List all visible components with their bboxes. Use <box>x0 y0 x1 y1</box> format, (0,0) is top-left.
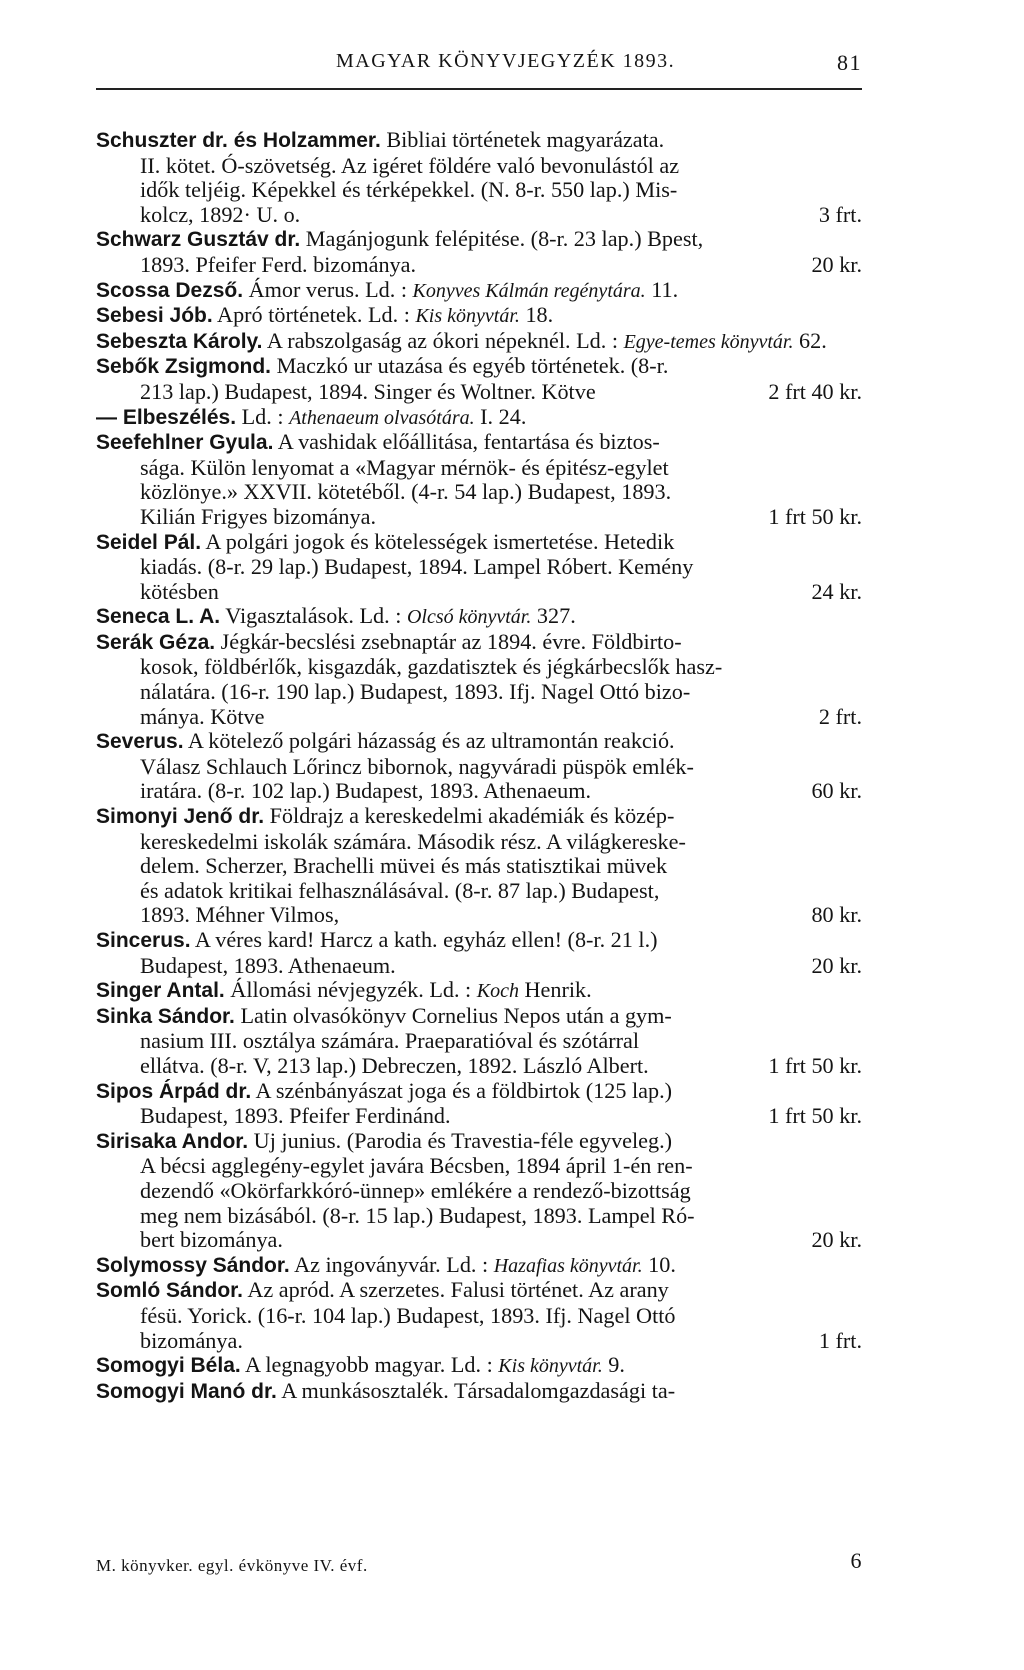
entry-line <box>96 154 862 179</box>
entry-line <box>96 329 862 355</box>
entry-price: 80 kr. <box>811 902 862 928</box>
entry-line <box>96 854 862 879</box>
entry-text: kolcz, 1892· U. o. <box>140 201 301 227</box>
entry-text: A legnagyobb magyar. Ld. : <box>245 1352 493 1378</box>
entry-author: Seidel Pál. <box>96 530 202 554</box>
entry-line <box>96 1228 862 1253</box>
catalogue-entry <box>96 1129 862 1253</box>
entry-text: 213 lap.) Budapest, 1894. Singer és Woltner. Kötve <box>140 378 596 404</box>
entry-price: 2 frt 40 kr. <box>768 378 862 404</box>
entry-line <box>96 380 862 405</box>
entry-text: meg nem bizásából. (8-r. 15 lap.) Budapest, 1893. Lampel Ró- <box>140 1202 695 1228</box>
entry-text: kiadás. (8-r. 29 lap.) Budapest, 1894. Lampel Róbert. Kemény <box>140 554 694 580</box>
entry-line <box>96 1353 862 1379</box>
entry-line <box>96 928 862 954</box>
catalogue-entry <box>96 604 862 630</box>
entry-author: Severus. <box>96 730 184 754</box>
entry-line <box>96 1129 862 1155</box>
entry-text: Állomási névjegyzék. Ld. : <box>230 977 472 1003</box>
catalogue-entry <box>96 278 862 304</box>
entry-author: Seefehlner Gyula. <box>96 431 274 455</box>
catalogue-entry <box>96 1278 862 1353</box>
entry-text: A véres kard! Harcz a kath. egyház ellen! (8-r. 21 l.) <box>194 927 658 952</box>
entry-line <box>96 253 862 278</box>
series-title: Hazafias könyvtár. <box>493 1254 643 1277</box>
entry-line <box>96 580 862 605</box>
entry-line <box>96 456 862 481</box>
entry-line <box>96 278 862 304</box>
entry-line <box>96 1079 862 1105</box>
entry-text: Budapest, 1893. Pfeifer Ferdinánd. <box>140 1103 451 1129</box>
catalogue-entry <box>96 1353 862 1379</box>
entry-line <box>96 1179 862 1204</box>
entry-line <box>96 303 862 329</box>
entry-price: 3 frt. <box>818 201 862 227</box>
entry-text: Magánjogunk felépitése. (8-r. 23 lap.) Bpest, <box>305 226 704 252</box>
entry-author: Sincerus. <box>96 929 191 952</box>
entry-line <box>96 227 862 253</box>
page-number: 81 <box>837 50 862 75</box>
entry-text: és adatok kritikai felhasználásával. (8-r. 87 lap.) Budapest, <box>140 877 660 903</box>
series-title: Egye-temes könyvtár. <box>623 330 794 353</box>
entry-line <box>96 978 862 1004</box>
entry-text: delem. Scherzer, Brachelli müvei és más statisztikai müvek <box>140 853 668 879</box>
catalogue-entry <box>96 1253 862 1279</box>
series-number: 327. <box>536 603 576 629</box>
series-number: 9. <box>608 1352 625 1378</box>
entry-text: Földrajz a kereskedelmi akadémiák és közép- <box>269 803 675 829</box>
entry-author: Serák Géza. <box>96 630 216 654</box>
entry-author: Solymossy Sándor. <box>96 1253 290 1277</box>
catalogue-entry <box>96 227 862 277</box>
entry-text: Latin olvasókönyv Cornelius Nepos után a gym- <box>240 1002 672 1028</box>
header-rule <box>96 88 862 90</box>
series-title: Konyves Kálmán regénytára. <box>412 279 646 302</box>
entry-text: iratára. (8-r. 102 lap.) Budapest, 1893. Athenaeum. <box>140 778 592 804</box>
header-title: MAGYAR KÖNYVJEGYZÉK 1893. <box>336 50 676 72</box>
catalogue-entry <box>96 354 862 404</box>
catalogue-entry <box>96 329 862 355</box>
entry-author: Sirisaka Andor. <box>96 1129 249 1153</box>
entry-line <box>96 630 862 656</box>
entry-line <box>96 1104 862 1129</box>
entry-text: Uj junius. (Parodia és Travestia-féle egyveleg.) <box>253 1127 673 1153</box>
series-title: Kis könyvtár. <box>415 305 520 328</box>
catalogue-entry <box>96 1379 862 1405</box>
entry-text: Apró történetek. Ld. : <box>217 302 410 328</box>
series-title: Kis könyvtár. <box>498 1355 603 1378</box>
catalogue-entry <box>96 729 862 804</box>
catalogue-entry <box>96 928 862 978</box>
entry-line <box>96 705 862 730</box>
entry-price: 20 kr. <box>811 251 862 277</box>
entry-text: sága. Külön lenyomat a «Magyar mérnök- és épitész-egylet <box>140 454 669 480</box>
series-number: 18. <box>525 302 554 328</box>
entry-price: 24 kr. <box>811 578 862 604</box>
catalogue-entry <box>96 630 862 729</box>
entry-line <box>96 1204 862 1229</box>
entry-price: 60 kr. <box>811 778 862 804</box>
entry-text: A vashidak előállitása, fentartása és biztos- <box>277 429 660 455</box>
entry-line <box>96 954 862 979</box>
series-number: I. 24. <box>480 403 527 429</box>
entry-text: ellátva. (8-r. V, 213 lap.) Debreczen, 1892. László Albert. <box>140 1052 649 1078</box>
series-number: 10. <box>648 1251 676 1277</box>
entry-line <box>96 830 862 855</box>
entry-author: Sebeszta Károly. <box>96 329 263 353</box>
entry-line <box>96 655 862 680</box>
entry-author: Sebesi Jób. <box>96 304 213 328</box>
catalogue-entry <box>96 978 862 1004</box>
entry-author: Sebők Zsigmond. <box>96 355 272 379</box>
entry-author: Somló Sándor. <box>96 1279 244 1303</box>
entry-text: Ámor verus. Ld. : <box>248 276 407 302</box>
entry-text: Jégkár-becslési zsebnaptár az 1894. évre. Földbirto- <box>220 628 682 654</box>
entry-text: Vigasztalások. Ld. : <box>225 603 402 629</box>
entry-line <box>96 1278 862 1304</box>
series-title: Olcsó könyvtár. <box>406 606 532 629</box>
entry-text: Kilián Frigyes bizománya. <box>140 503 377 529</box>
entry-text: kosok, földbérlők, kisgazdák, gazdatisztek és jégkárbecslők hasz- <box>140 654 723 680</box>
entry-text: idők teljéig. Képekkel és térképekkel. (N. 8-r. 550 lap.) Mis- <box>140 177 678 203</box>
entry-line <box>96 879 862 904</box>
entry-text: Az ingoványvár. Ld. : <box>294 1251 489 1277</box>
entry-text: A bécsi agglegény-egylet javára Bécsben, 1894 ápril 1-én ren- <box>140 1153 693 1179</box>
entry-line <box>96 203 862 228</box>
entry-text: 1893. Pfeifer Ferd. bizománya. <box>140 251 417 277</box>
entry-line <box>96 354 862 380</box>
signature-mark: 6 <box>850 1548 862 1573</box>
entry-line <box>96 1304 862 1329</box>
entry-text: Bibliai történetek magyarázata. <box>386 127 665 152</box>
entry-text: Válasz Schlauch Lőrincz bibornok, nagyváradi püspök emlék- <box>140 753 694 779</box>
entry-text: A kötelező polgári házasság és az ultramontán reakció. <box>187 728 675 754</box>
catalogue-entry <box>96 405 862 431</box>
catalogue-entry <box>96 128 862 227</box>
entry-line <box>96 903 862 928</box>
entry-text: II. kötet. Ó-szövetség. Az igéret földére való bevonulástól az <box>140 152 680 178</box>
entry-line <box>96 1054 862 1079</box>
entry-price: 1 frt 50 kr. <box>768 1052 862 1078</box>
page-footer <box>96 1548 862 1576</box>
entry-line <box>96 680 862 705</box>
entry-text: dezendő «Okörfarkkóró-ünnep» emlékére a rendező-bizottság <box>140 1177 691 1203</box>
entry-author: Sipos Árpád dr. <box>96 1079 252 1103</box>
entry-line <box>96 405 862 431</box>
entry-line <box>96 1329 862 1354</box>
entry-line <box>96 530 862 556</box>
entry-price: 1 frt 50 kr. <box>768 503 862 529</box>
entry-text: kereskedelmi iskolák számára. Második rész. A világkereske- <box>140 828 686 854</box>
entry-text: Ld. : <box>241 403 284 429</box>
entry-price: 20 kr. <box>811 1227 862 1253</box>
entry-price: 2 frt. <box>818 703 862 729</box>
footer-text: M. könyvker. egyl. évkönyve IV. évf. <box>96 1556 368 1575</box>
catalogue-entry <box>96 1004 862 1079</box>
catalogue-entry <box>96 530 862 605</box>
entry-line <box>96 804 862 830</box>
entry-line <box>96 178 862 203</box>
entry-text: A szénbányászat joga és a földbirtok (125 lap.) <box>255 1077 673 1103</box>
entry-line <box>96 755 862 780</box>
entry-line <box>96 779 862 804</box>
entry-line <box>96 430 862 456</box>
series-title: Koch <box>476 980 519 1003</box>
entry-author: Schwarz Gusztáv dr. <box>96 228 301 252</box>
entry-line <box>96 1154 862 1179</box>
series-number: 62. <box>799 327 827 353</box>
entry-price: 1 frt. <box>818 1327 862 1353</box>
catalogue-entry <box>96 303 862 329</box>
series-title: Athenaeum olvasótára. <box>289 406 475 429</box>
entry-line <box>96 480 862 505</box>
entry-line <box>96 1253 862 1279</box>
entry-line <box>96 505 862 530</box>
entry-line <box>96 1029 862 1054</box>
entry-author: Simonyi Jenő dr. <box>96 805 265 829</box>
entry-text: 1893. Méhner Vilmos, <box>140 902 340 928</box>
entry-text: mánya. Kötve <box>140 703 265 729</box>
entry-text: A munkásosztalék. Társadalomgazdasági ta- <box>281 1377 676 1403</box>
entry-text: Maczkó ur utazása és egyéb történetek. (8-r. <box>276 353 669 379</box>
catalogue-entry <box>96 430 862 529</box>
entry-line <box>96 128 862 154</box>
entry-text: közlönye.» XXVII. kötetéből. (4-r. 54 lap.) Budapest, 1893. <box>140 479 672 505</box>
catalogue-entry <box>96 1079 862 1129</box>
entry-line <box>96 604 862 630</box>
entry-line <box>96 555 862 580</box>
entry-text: kötésben <box>140 578 219 604</box>
entry-author: Sinka Sándor. <box>96 1004 235 1028</box>
entry-line <box>96 1004 862 1030</box>
entry-text: Az apród. A szerzetes. Falusi történet. Az arany <box>247 1277 669 1303</box>
entry-text: A rabszolgaság az ókori népeknél. Ld. : <box>266 327 619 353</box>
series-number: 11. <box>651 276 679 302</box>
entry-text: nálatára. (16-r. 190 lap.) Budapest, 1893. Ifj. Nagel Ottó bizo- <box>140 679 691 705</box>
catalogue-entry <box>96 804 862 928</box>
entry-author: Seneca L. A. <box>96 605 221 629</box>
entry-price: 1 frt 50 kr. <box>768 1103 862 1129</box>
entry-text: fésü. Yorick. (16-r. 104 lap.) Budapest, 1893. Ifj. Nagel Ottó <box>140 1302 676 1328</box>
running-header <box>96 44 862 84</box>
entry-text: A polgári jogok és kötelességek ismertetése. Hetedik <box>205 528 675 554</box>
entry-author: Scossa Dezső. <box>96 278 244 302</box>
entry-author: Somogyi Manó dr. <box>96 1379 277 1403</box>
entry-line <box>96 1379 862 1405</box>
entry-price: 20 kr. <box>811 952 862 978</box>
entry-author: Schuszter dr. és Holzammer. <box>96 129 381 152</box>
entry-text: bert bizománya. <box>140 1227 283 1253</box>
entry-author: Somogyi Béla. <box>96 1354 241 1378</box>
series-number: Henrik. <box>524 977 592 1003</box>
entry-text: bizománya. <box>140 1327 243 1353</box>
entry-author: — Elbeszélés. <box>96 405 237 429</box>
catalogue-entries <box>96 128 862 1404</box>
entry-text: nasium III. osztálya számára. Praeparatióval és szótárral <box>140 1028 639 1054</box>
entry-author: Singer Antal. <box>96 979 225 1003</box>
entry-line <box>96 729 862 755</box>
entry-text: Budapest, 1893. Athenaeum. <box>140 952 396 978</box>
